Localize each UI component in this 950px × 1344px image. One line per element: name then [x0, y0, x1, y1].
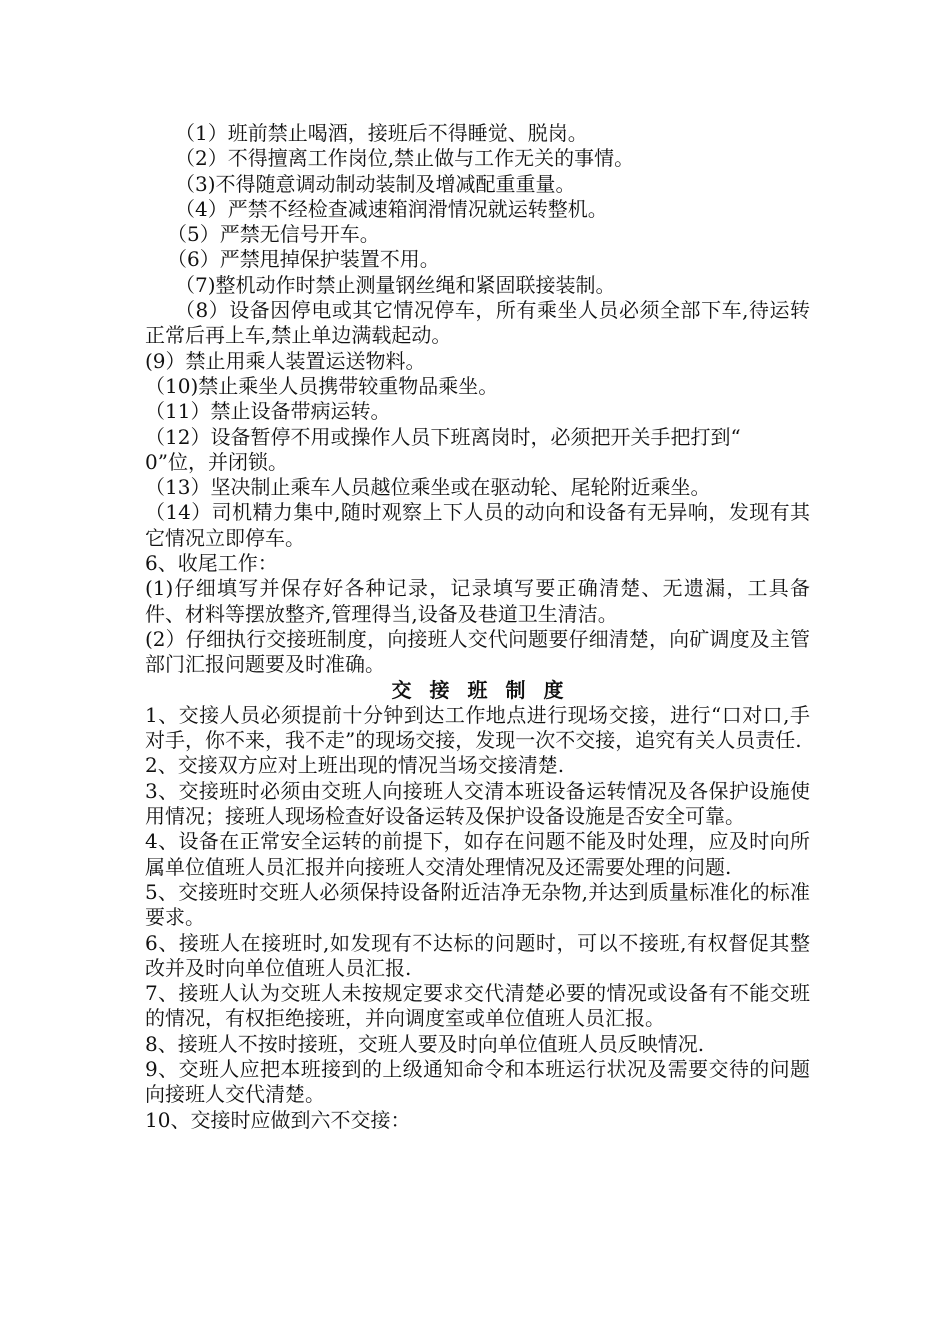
handover-paragraph: 2、交接双方应对上班出现的情况当场交接清楚.	[145, 753, 565, 778]
rule-paragraph: (1)仔细填写并保存好各种记录，记录填写要正确清楚、无遗漏，工具备件、材料等摆放整齐,管理得当,设备及巷道卫生清洁。	[145, 576, 810, 626]
rule-paragraph: （14）司机精力集中,随时观察上下人员的动向和设备有无异响，发现有其它情况立即停车。	[145, 500, 810, 550]
rule-paragraph: （5）严禁无信号开车。	[167, 222, 380, 247]
rule-paragraph: （10)禁止乘坐人员携带较重物品乘坐。	[145, 373, 499, 398]
handover-paragraph: 10、交接时应做到六不交接：	[145, 1107, 411, 1132]
rule-paragraph: （11）禁止设备带病运转。	[145, 399, 391, 424]
rule-paragraph: (9）禁止用乘人装置运送物料。	[145, 348, 426, 373]
handover-paragraph: 9、交班人应把本班接到的上级通知命令和本班运行状况及需要交待的问题向接班人交代清楚。	[145, 1056, 810, 1107]
handover-paragraph: 5、交接班时交班人必须保持设备附近洁净无杂物,并达到质量标准化的标准要求。	[145, 879, 810, 930]
handover-paragraph: 6、接班人在接班时,如发现有不达标的问题时，可以不接班,有权督促其整改并及时向单位值班人员汇报.	[145, 930, 810, 980]
handover-paragraph: 1、交接人员必须提前十分钟到达工作地点进行现场交接，进行“口对口,手对手，你不来，我不走”的现场交接，发现一次不交接，追究有关人员责任.	[145, 702, 810, 753]
rule-paragraph: （13）坚决制止乘车人员越位乘坐或在驱动轮、尾轮附近乘坐。	[145, 475, 711, 500]
document-body	[145, 121, 810, 1133]
section-title: 交接班制度	[391, 677, 582, 702]
rule-paragraph: 6、收尾工作：	[145, 551, 278, 576]
handover-paragraph: 4、设备在正常安全运转的前提下，如存在问题不能及时处理，应及时向所属单位值班人员汇报并向接班人交清处理情况及还需要处理的问题.	[145, 829, 810, 879]
rule-paragraph: （12）设备暂停不用或操作人员下班离岗时，必须把开关手把打到“	[145, 424, 741, 449]
rule-paragraph: （8）设备因停电或其它情况停车，所有乘坐人员必须全部下车,待运转正常后再上车,禁止单边满载起动。	[145, 298, 810, 348]
rule-paragraph: （7)整机动作时禁止测量钢丝绳和紧固联接装制。	[175, 272, 616, 297]
rule-paragraph: （2）不得擅离工作岗位,禁止做与工作无关的事情。	[175, 146, 635, 171]
rule-paragraph: （4）严禁不经检查减速箱润滑情况就运转整机。	[175, 196, 608, 221]
operation-rules-list	[145, 121, 810, 678]
rule-paragraph: （1）班前禁止喝酒，接班后不得睡觉、脱岗。	[175, 121, 588, 145]
handover-rules-list	[145, 703, 810, 1133]
rule-paragraph: (2）仔细执行交接班制度，向接班人交代问题要仔细清楚，向矿调度及主管部门汇报问题要及时准确。	[145, 626, 810, 677]
rule-paragraph: （3)不得随意调动制动装制及增减配重重量。	[175, 171, 576, 196]
rule-paragraph: 0”位，并闭锁。	[145, 449, 288, 474]
rule-paragraph: （6）严禁甩掉保护装置不用。	[167, 247, 440, 272]
handover-paragraph: 3、交接班时必须由交班人向接班人交清本班设备运转情况及各保护设施使用情况；接班人现场检查好设备运转及保护设备设施是否安全可靠。	[145, 778, 810, 829]
handover-paragraph: 7、接班人认为交班人未按规定要求交代清楚必要的情况或设备有不能交班的情况，有权拒绝接班，并向调度室或单位值班人员汇报。	[145, 981, 810, 1031]
handover-paragraph: 8、接班人不按时接班，交班人要及时向单位值班人员反映情况.	[145, 1031, 705, 1056]
